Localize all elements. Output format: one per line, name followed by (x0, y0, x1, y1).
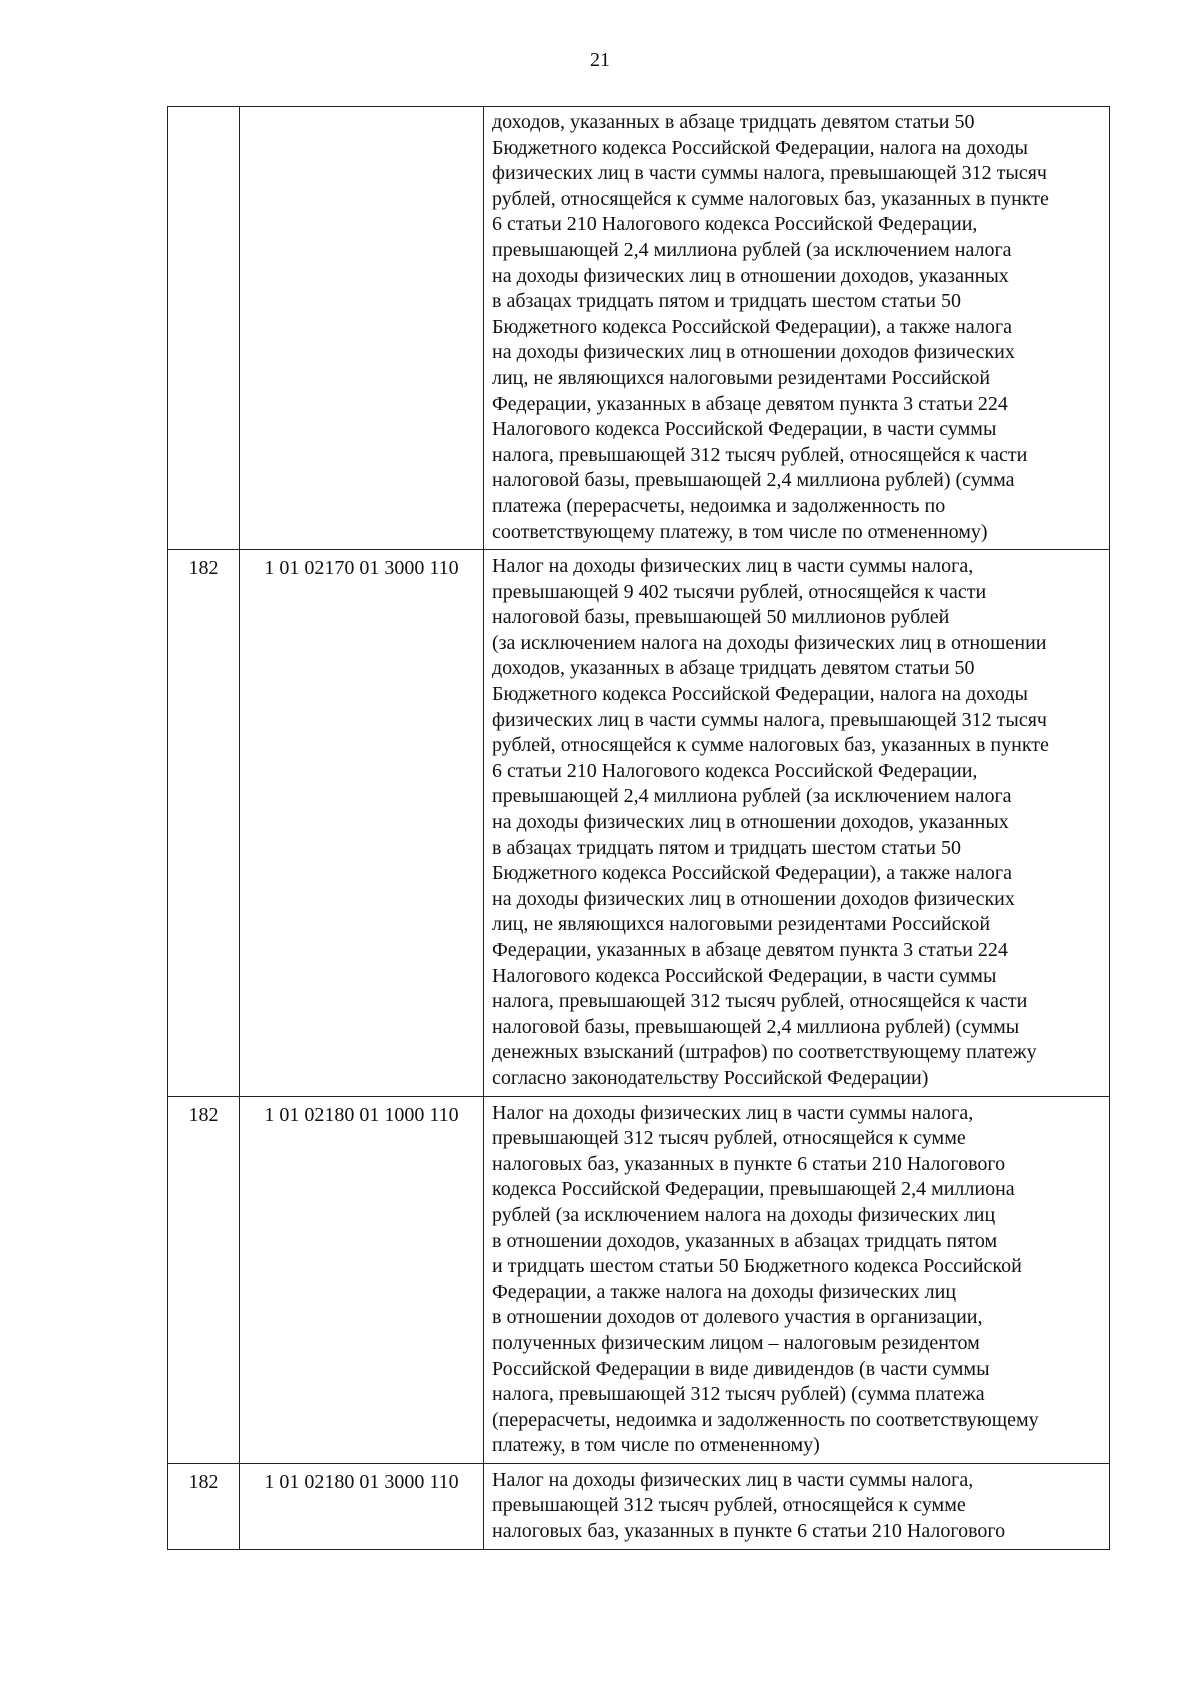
table-row (168, 1096, 1110, 1463)
kbk-code-cell: 1 01 02180 01 3000 110 (240, 1463, 484, 1549)
table-row (168, 1463, 1110, 1549)
table-row (168, 550, 1110, 1096)
description-cell: доходов, указанных в абзаце тридцать девятом статьи 50 Бюджетного кодекса Российской Федерации, налога на доходы физических лиц в части суммы налога, превышающей 312 тысяч рублей, относящейся к сумме налоговых баз, указанных в пункте 6 статьи 210 Налогового кодекса Российской Федерации, превышающей 2,4 миллиона рублей (за исключением налога на доходы физических лиц в отношении доходов, указанных в абзацах тридцать пятом и тридцать шестом статьи 50 Бюджетного кодекса Российской Федерации), а также налога на доходы физических лиц в отношении доходов физических лиц, не являющихся налоговыми резидентами Российской Федерации, указанных в абзаце девятом пункта 3 статьи 224 Налогового кодекса Российской Федерации, в части суммы налога, превышающей 312 тысяч рублей, относящейся к части налоговой базы, превышающей 2,4 миллиона рублей) (сумма платежа (перерасчеты, недоимка и задолженность по соответствующему платежу, в том числе по отмененному) (484, 107, 1110, 550)
description-cell: Налог на доходы физических лиц в части суммы налога, превышающей 312 тысяч рублей, относящейся к сумме налоговых баз, указанных в пункте 6 статьи 210 Налогового кодекса Российской Федерации, превышающей 2,4 миллиона рублей (за исключением налога на доходы физических лиц в отношении доходов, указанных в абзацах тридцать пятом и тридцать шестом статьи 50 Бюджетного кодекса Российской Федерации, а также налога на доходы физических лиц в отношении доходов от долевого участия в организации, полученных физическим лицом – налоговым резидентом Российской Федерации в виде дивидендов (в части суммы налога, превышающей 312 тысяч рублей) (сумма платежа (перерасчеты, недоимка и задолженность по соответствующему платежу, в том числе по отмененному) (484, 1096, 1110, 1463)
kbk-code-cell: 1 01 02170 01 3000 110 (240, 550, 484, 1096)
table-row (168, 107, 1110, 550)
kbk-code-cell (240, 107, 484, 550)
kbk-code-cell: 1 01 02180 01 1000 110 (240, 1096, 484, 1463)
admin-code-cell: 182 (168, 550, 240, 1096)
page-number: 21 (590, 49, 610, 71)
admin-code-cell: 182 (168, 1096, 240, 1463)
admin-code-cell: 182 (168, 1463, 240, 1549)
description-cell: Налог на доходы физических лиц в части суммы налога, превышающей 312 тысяч рублей, относящейся к сумме налоговых баз, указанных в пункте 6 статьи 210 Налогового (484, 1463, 1110, 1549)
budget-classification-table (167, 106, 1110, 1550)
admin-code-cell (168, 107, 240, 550)
description-cell: Налог на доходы физических лиц в части суммы налога, превышающей 9 402 тысячи рублей, относящейся к части налоговой базы, превышающей 50 миллионов рублей (за исключением налога на доходы физических лиц в отношении доходов, указанных в абзаце тридцать девятом статьи 50 Бюджетного кодекса Российской Федерации, налога на доходы физических лиц в части суммы налога, превышающей 312 тысяч рублей, относящейся к сумме налоговых баз, указанных в пункте 6 статьи 210 Налогового кодекса Российской Федерации, превышающей 2,4 миллиона рублей (за исключением налога на доходы физических лиц в отношении доходов, указанных в абзацах тридцать пятом и тридцать шестом статьи 50 Бюджетного кодекса Российской Федерации), а также налога на доходы физических лиц в отношении доходов физических лиц, не являющихся налоговыми резидентами Российской Федерации, указанных в абзаце девятом пункта 3 статьи 224 Налогового кодекса Российской Федерации, в части суммы налога, превышающей 312 тысяч рублей, относящейся к части налоговой базы, превышающей 2,4 миллиона рублей) (суммы денежных взысканий (штрафов) по соответствующему платежу согласно законодательству Российской Федерации) (484, 550, 1110, 1096)
